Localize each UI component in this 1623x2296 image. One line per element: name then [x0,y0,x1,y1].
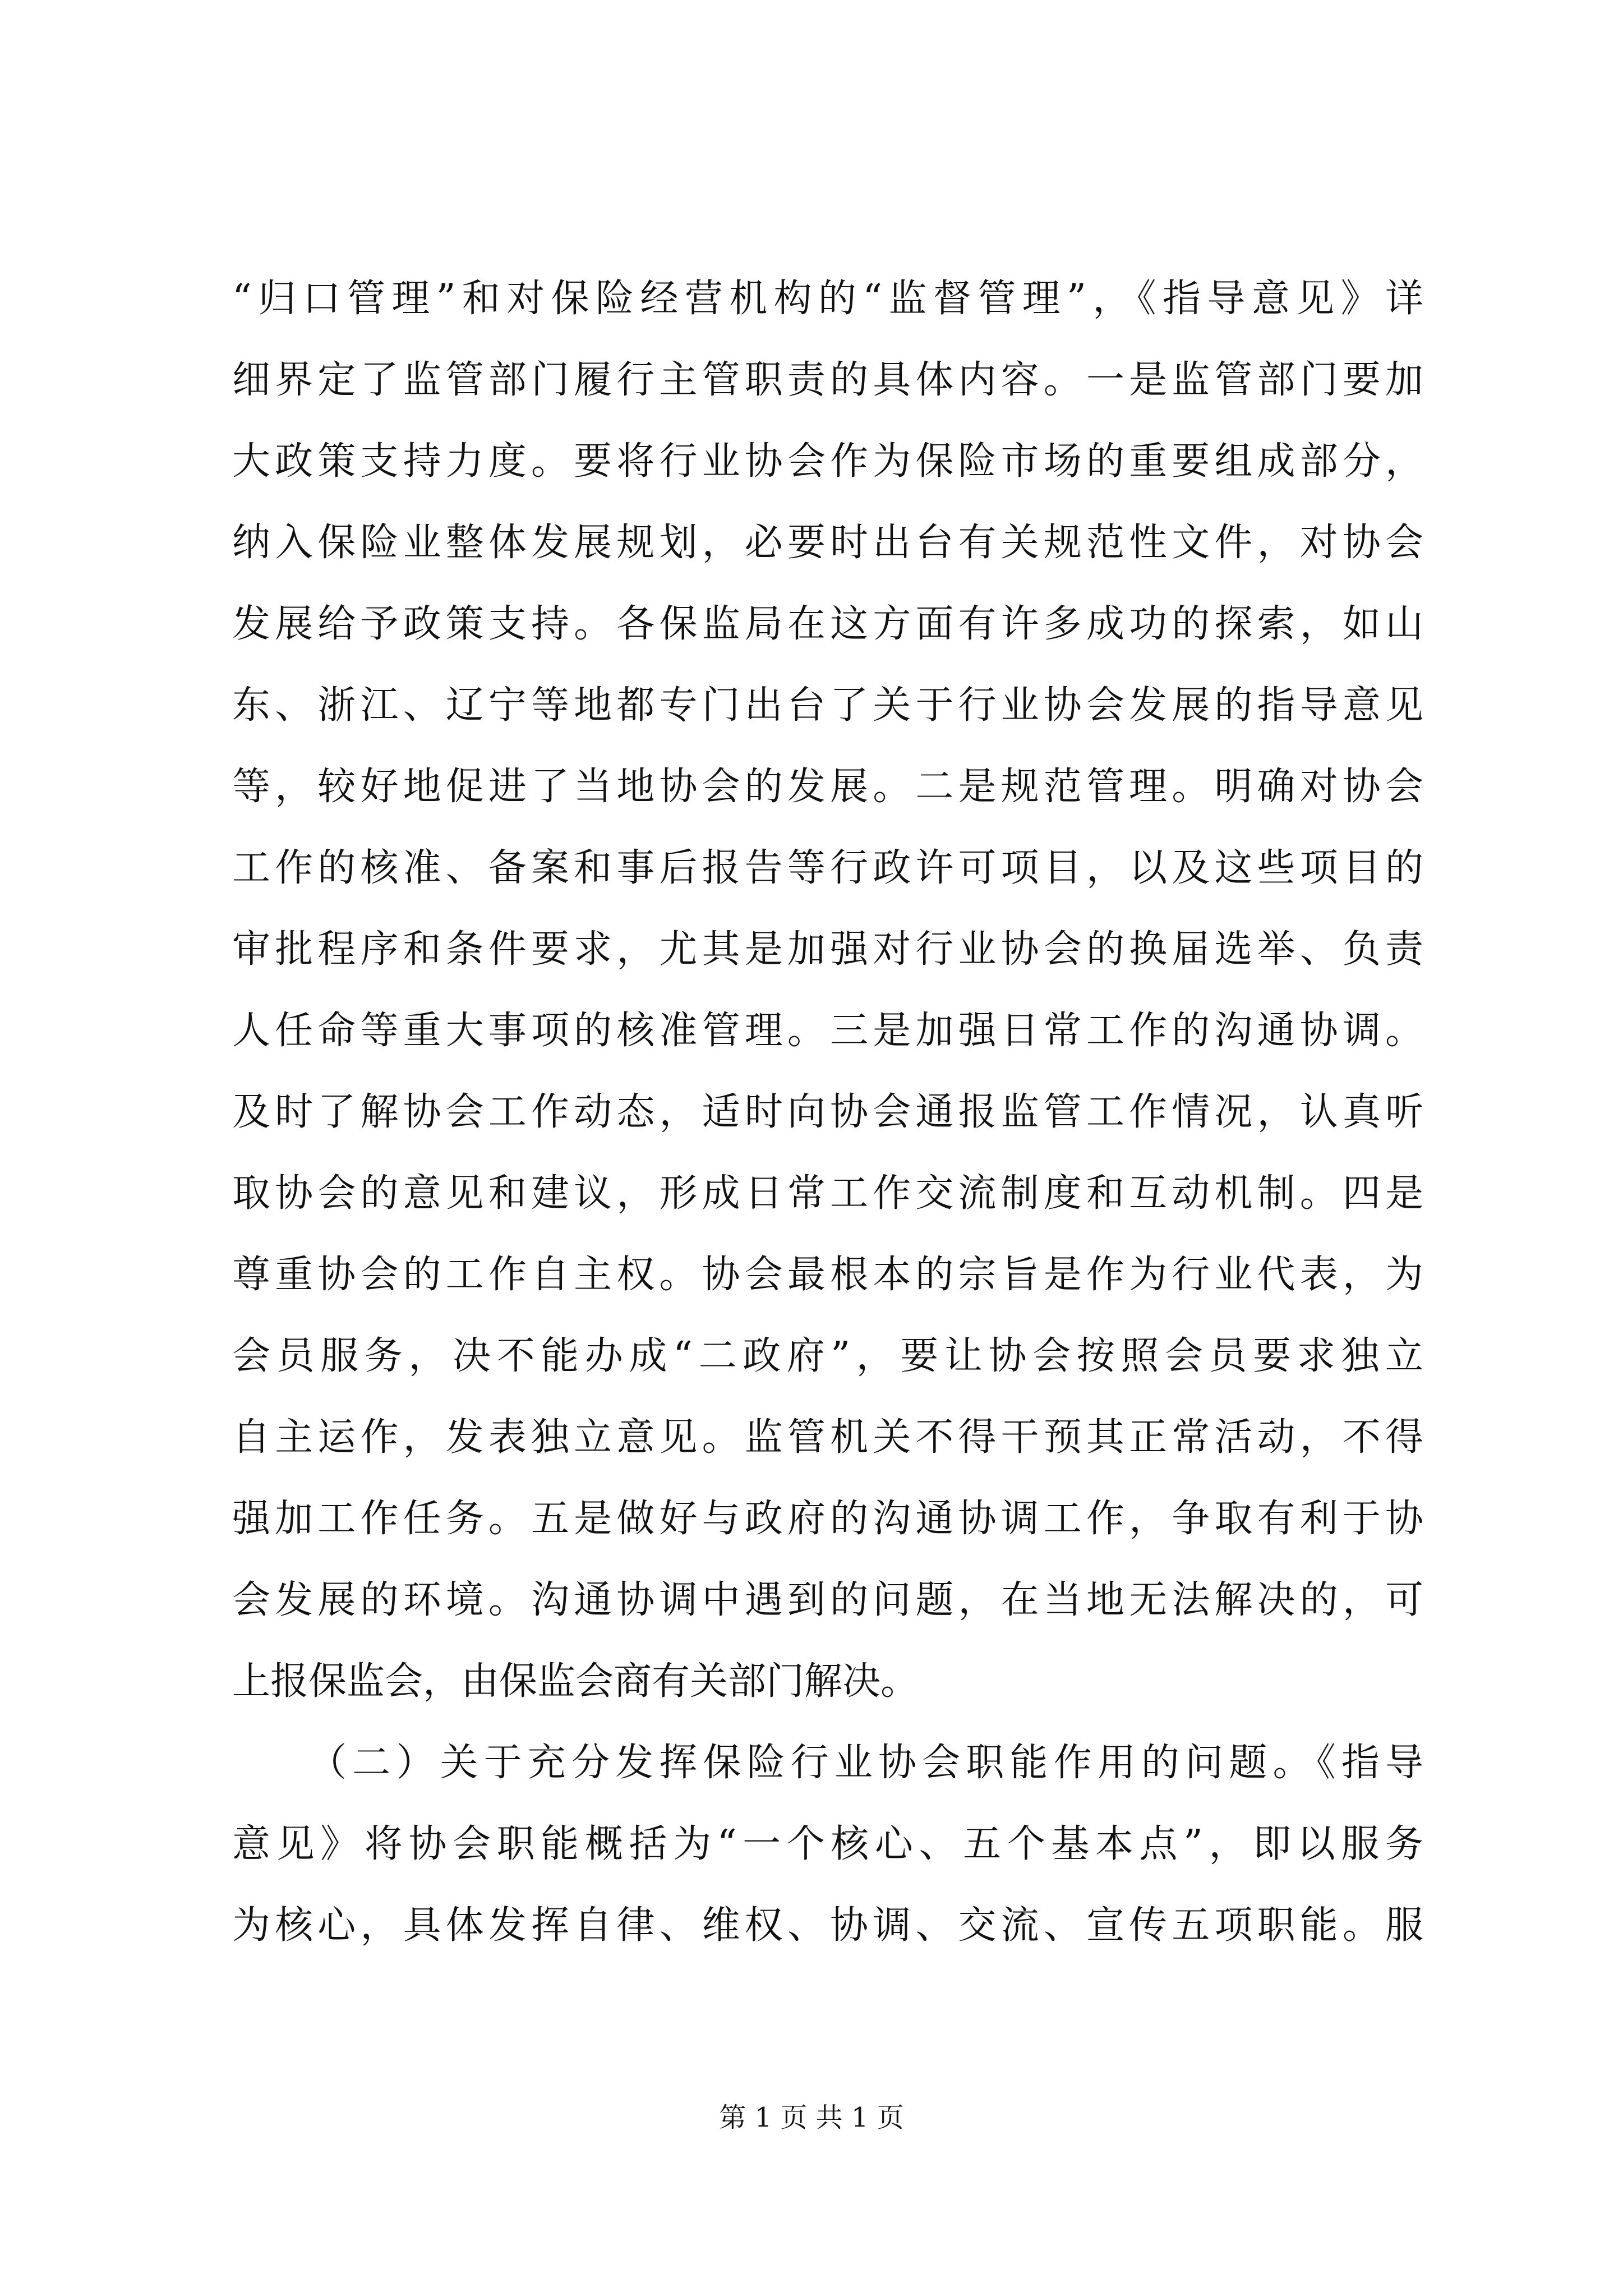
text-line: 会发展的环境。沟通协调中遇到的问题，在当地无法解决的，可 [232,1578,1423,1622]
page-footer: 第 1 页 共 1 页 [719,2102,904,2133]
text-line: 取协会的意见和建议，形成日常工作交流制度和互动机制。四是 [232,1171,1423,1216]
text-line: 等，较好地促进了当地协会的发展。二是规范管理。明确对协会 [232,765,1423,809]
text-line: 尊重协会的工作自主权。协会最根本的宗旨是作为行业代表，为 [232,1253,1423,1297]
document-body [232,258,1423,1966]
text-line: 工作的核准、备案和事后报告等行政许可项目，以及这些项目的 [232,846,1423,890]
text-line: 审批程序和条件要求，尤其是加强对行业协会的换届选举、负责 [232,927,1423,972]
text-line: 自主运作，发表独立意见。监管机关不得干预其正常活动，不得 [232,1415,1423,1460]
text-line: 东、浙江、辽宁等地都专门出台了关于行业协会发展的指导意见 [232,683,1423,728]
text-line: 上报保监会，由保监会商有关部门解决。 [232,1659,919,1704]
text-line: 及时了解协会工作动态，适时向协会通报监管工作情况，认真听 [232,1090,1423,1134]
text-line: 强加工作任务。五是做好与政府的沟通协调工作，争取有利于协 [232,1497,1423,1541]
text-line: 会员服务，决不能办成“二政府”，要让协会按照会员要求独立 [232,1334,1423,1378]
text-line: 为核心，具体发挥自律、维权、协调、交流、宣传五项职能。服 [232,1903,1423,1948]
text-line: 发展给予政策支持。各保监局在这方面有许多成功的探索，如山 [232,602,1423,646]
text-line: 细界定了监管部门履行主管职责的具体内容。一是监管部门要加 [232,358,1423,402]
text-line: 纳入保险业整体发展规划，必要时出台有关规范性文件，对协会 [232,521,1423,565]
text-line: “归口管理”和对保险经营机构的“监督管理”，《指导意见》详 [232,277,1423,321]
text-line: 大政策支持力度。要将行业协会作为保险市场的重要组成部分， [232,439,1423,484]
text-line: 意见》将协会职能概括为“一个核心、五个基本点”，即以服务 [232,1822,1423,1866]
text-line: （二）关于充分发挥保险行业协会职能作用的问题。《指导 [308,1741,1423,1785]
text-line: 人任命等重大事项的核准管理。三是加强日常工作的沟通协调。 [232,1009,1423,1053]
